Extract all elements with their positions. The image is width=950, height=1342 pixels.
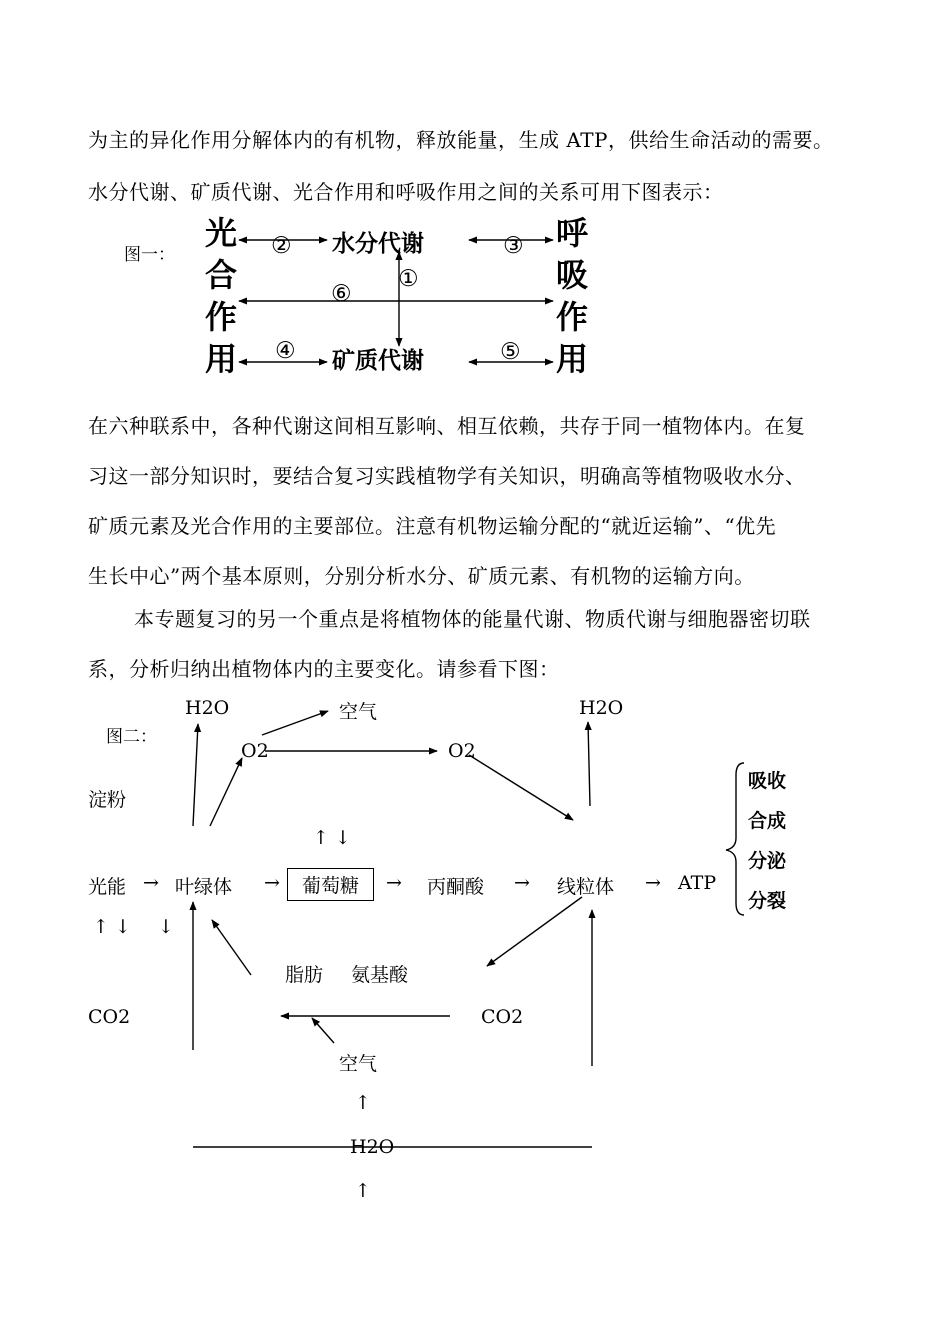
respiration-char: 呼 (556, 214, 589, 252)
updown-mid: ↑ ↓ (313, 827, 351, 849)
paragraph-line: 系，分析归纳出植物体内的主要变化。请参看下图： (88, 657, 560, 681)
h2o-left-top: H2O (185, 697, 230, 719)
light-energy: 光能 (88, 876, 127, 898)
updown-left: ↑ ↓ (93, 916, 131, 938)
arrow-mitochondria-co2 (487, 897, 582, 966)
respiration-char: 作 (556, 298, 589, 336)
relation-2: ② (271, 233, 292, 259)
photosynthesis-char: 作 (205, 298, 238, 336)
glucose-box: 葡萄糖 (287, 868, 374, 901)
paragraph-line: 为主的异化作用分解体内的有机物，释放能量，生成 ATP，供给生命活动的需要。 (88, 128, 834, 152)
arrow-text: → (645, 872, 661, 894)
arrow-text: → (514, 872, 530, 894)
use-item: 分裂 (748, 890, 787, 912)
atp: ATP (678, 872, 717, 894)
air-top: 空气 (339, 701, 378, 723)
o2-left: O2 (241, 740, 269, 762)
atp-uses-brace (726, 763, 744, 915)
arrow-air-in (312, 1018, 334, 1043)
figure-2-label: 图二： (106, 727, 157, 747)
co2-left: CO2 (88, 1006, 131, 1028)
paragraph-line: 本专题复习的另一个重点是将植物体的能量代谢、物质代谢与细胞器密切联 (134, 607, 811, 631)
arrow-text: → (143, 872, 159, 894)
relation-3: ③ (503, 233, 524, 259)
arrow-chloroplast-o2 (210, 758, 242, 826)
photosynthesis-char: 合 (205, 256, 238, 294)
h2o-bottom: H2O (350, 1136, 395, 1158)
starch: 淀粉 (88, 789, 127, 811)
paragraph-line: 生长中心”两个基本原则，分别分析水分、矿质元素、有机物的运输方向。 (88, 564, 755, 588)
relation-5: ⑤ (500, 339, 521, 365)
photosynthesis-char: 用 (205, 340, 238, 378)
relation-1: ① (398, 266, 419, 292)
relation-4: ④ (275, 338, 296, 364)
paragraph-line: 在六种联系中，各种代谢这间相互影响、相互依赖，共存于同一植物体内。在复 (88, 414, 806, 438)
use-item: 合成 (748, 810, 787, 832)
arrow-chloroplast-h2o (193, 724, 198, 826)
down-left: ↓ (158, 916, 174, 938)
paragraph-line: 习这一部分知识时，要结合复习实践植物学有关知识，明确高等植物吸收水分、 (88, 464, 806, 488)
paragraph-line: 矿质元素及光合作用的主要部位。注意有机物运输分配的“就近运输”、“优先 (88, 514, 777, 538)
arrow-o2-mitochondria (469, 755, 573, 820)
co2-right: CO2 (481, 1006, 524, 1028)
use-item: 吸收 (748, 770, 787, 792)
paragraph-line: 水分代谢、矿质代谢、光合作用和呼吸作用之间的关系可用下图表示： (88, 180, 724, 204)
arrow-fat-chloroplast (212, 920, 251, 975)
figure-1-label: 图一： (124, 245, 175, 265)
respiration-char: 用 (556, 340, 589, 378)
arrow-to-air (262, 711, 328, 735)
mitochondria: 线粒体 (557, 876, 615, 898)
arrow-mitochondria-h2o (588, 722, 590, 806)
mineral-metabolism-label: 矿质代谢 (332, 348, 424, 374)
arrow-text: → (386, 872, 402, 894)
amino-acid: 氨基酸 (351, 964, 409, 986)
arrow-text: → (264, 872, 280, 894)
air-bottom: 空气 (339, 1053, 378, 1075)
respiration-char: 吸 (556, 256, 589, 294)
fat: 脂肪 (285, 964, 324, 986)
h2o-right-top: H2O (579, 697, 624, 719)
photosynthesis-char: 光 (205, 214, 238, 252)
chloroplast: 叶绿体 (175, 876, 233, 898)
o2-right: O2 (448, 740, 476, 762)
use-item: 分泌 (748, 850, 787, 872)
relation-6: ⑥ (331, 281, 352, 307)
pyruvate: 丙酮酸 (427, 876, 485, 898)
up-arrow-text: ↑ (355, 1180, 371, 1202)
up-arrow-text: ↑ (355, 1092, 371, 1114)
water-metabolism-label: 水分代谢 (332, 231, 424, 257)
